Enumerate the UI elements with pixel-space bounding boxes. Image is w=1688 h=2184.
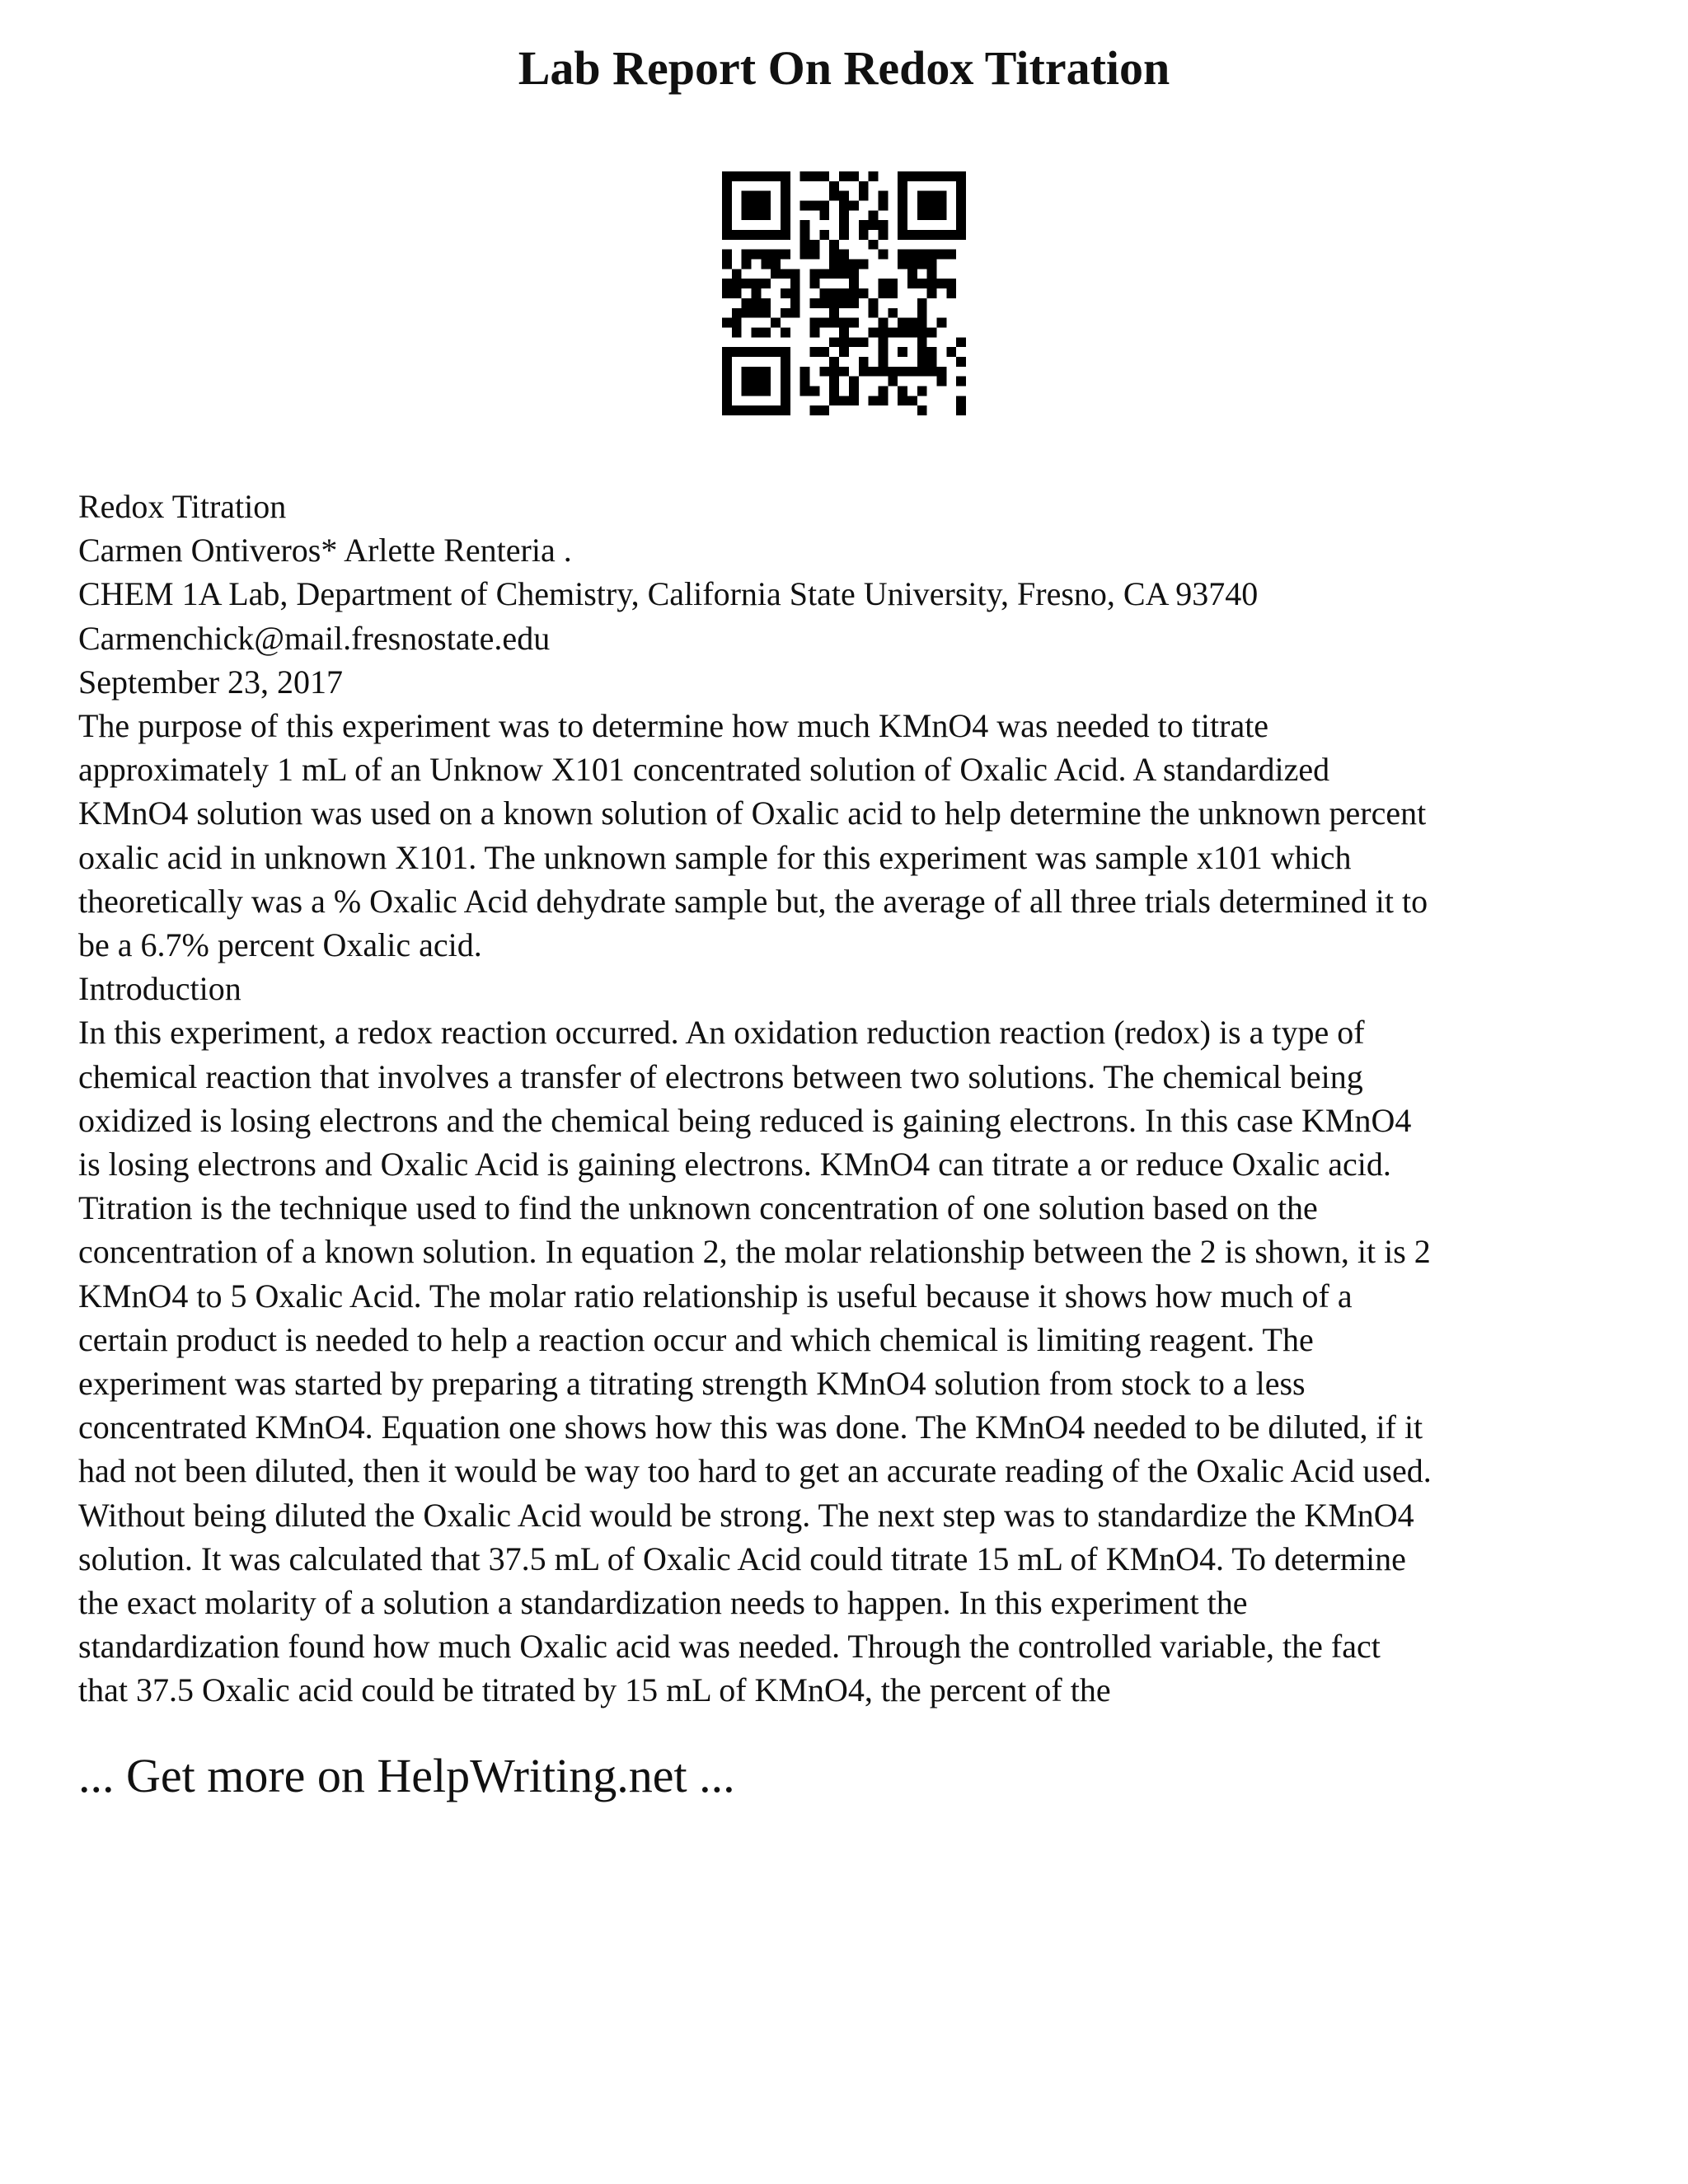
introduction-line: experiment was started by preparing a titrating strength KMnO4 solution from stock to a less (78, 1365, 1306, 1403)
document-title: Lab Report On Redox Titration (518, 41, 1170, 95)
introduction-line: is losing electrons and Oxalic Acid is gaining electrons. KMnO4 can titrate a or reduce Oxalic acid. (78, 1146, 1391, 1183)
introduction-heading: Introduction (78, 970, 241, 1008)
introduction-line: standardization found how much Oxalic acid was needed. Through the controlled variable, the fact (78, 1628, 1381, 1666)
header-line: Redox Titration (78, 488, 287, 525)
introduction-line: oxidized is losing electrons and the chemical being reduced is gaining electrons. In this case KMnO4 (78, 1101, 1412, 1139)
document-body (78, 485, 1636, 1713)
header-line: Carmenchick@mail.fresnostate.edu (78, 619, 551, 657)
header-line: September 23, 2017 (78, 663, 344, 701)
introduction-line: that 37.5 Oxalic acid could be titrated by 15 mL of KMnO4, the percent of the (78, 1671, 1111, 1709)
introduction-block (78, 1010, 1636, 1712)
introduction-line: In this experiment, a redox reaction occurred. An oxidation reduction reaction (redox) is a type of (78, 1014, 1365, 1052)
abstract-line: approximately 1 mL of an Unknow X101 concentrated solution of Oxalic Acid. A standardized (78, 751, 1330, 789)
header-block (78, 485, 1636, 704)
abstract-block (78, 704, 1636, 967)
abstract-line: The purpose of this experiment was to determine how much KMnO4 was needed to titrate (78, 707, 1269, 745)
abstract-line: be a 6.7% percent Oxalic acid. (78, 926, 482, 964)
introduction-line: chemical reaction that involves a transfer of electrons between two solutions. The chemical being (78, 1057, 1363, 1095)
introduction-line: had not been diluted, then it would be way too hard to get an accurate reading of the Oxalic Acid used. (78, 1452, 1432, 1490)
qr-code-icon (722, 171, 966, 415)
header-line: CHEM 1A Lab, Department of Chemistry, California State University, Fresno, CA 93740 (78, 575, 1259, 613)
introduction-line: the exact molarity of a solution a standardization needs to happen. In this experiment the (78, 1584, 1248, 1622)
helpwriting-link[interactable]: ... Get more on HelpWriting.net ... (78, 1749, 735, 1802)
introduction-line: concentrated KMnO4. Equation one shows how this was done. The KMnO4 needed to be diluted, if it (78, 1408, 1423, 1446)
introduction-line: certain product is needed to help a reaction occur and which chemical is limiting reagent. The (78, 1320, 1314, 1358)
introduction-line: concentration of a known solution. In equation 2, the molar relationship between the 2 is shown, it is 2 (78, 1233, 1431, 1271)
abstract-line: KMnO4 solution was used on a known solution of Oxalic acid to help determine the unknown percent (78, 794, 1427, 832)
header-line: Carmen Ontiveros* Arlette Renteria . (78, 532, 572, 569)
abstract-line: oxalic acid in unknown X101. The unknown sample for this experiment was sample x101 which (78, 838, 1352, 876)
abstract-line: theoretically was a % Oxalic Acid dehydrate sample but, the average of all three trials determined it to (78, 882, 1428, 920)
introduction-line: Without being diluted the Oxalic Acid would be strong. The next step was to standardize the KMnO4 (78, 1496, 1414, 1534)
introduction-line: Titration is the technique used to find the unknown concentration of one solution based on the (78, 1189, 1318, 1227)
introduction-line: KMnO4 to 5 Oxalic Acid. The molar ratio relationship is useful because it shows how much of a (78, 1277, 1353, 1315)
introduction-line: solution. It was calculated that 37.5 mL of Oxalic Acid could titrate 15 mL of KMnO4. To determine (78, 1540, 1406, 1577)
